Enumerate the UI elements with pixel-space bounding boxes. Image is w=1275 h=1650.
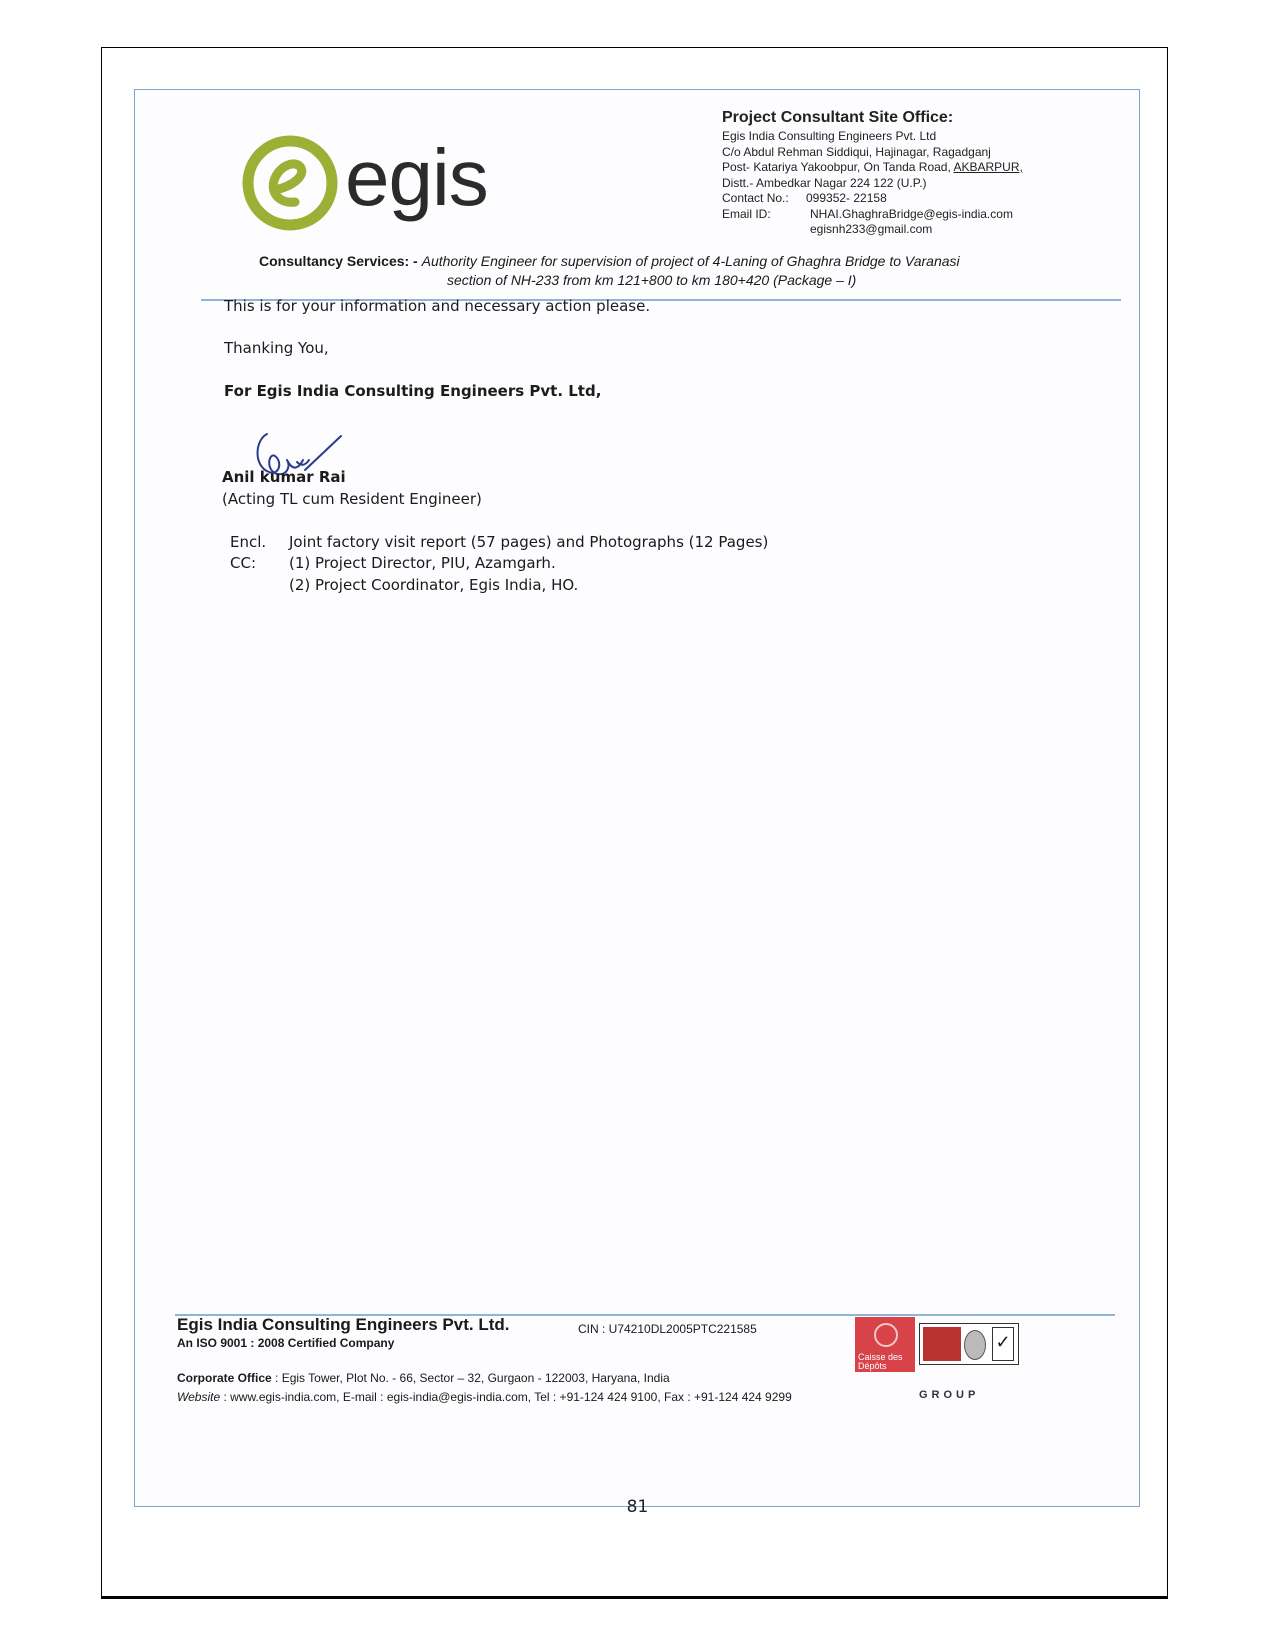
thanks-line: Thanking You,	[224, 339, 329, 357]
email-label: Email ID:	[722, 206, 771, 221]
cdc-logo-text: Caisse des Dépôts	[858, 1352, 903, 1371]
website-value: : www.egis-india.com, E-mail : egis-india@egis-india.com, Tel : +91-124 424 9100, Fax : +91-124 424 9299	[220, 1390, 792, 1404]
cert-red-block	[923, 1327, 961, 1361]
for-company-line: For Egis India Consulting Engineers Pvt. Ltd,	[224, 382, 602, 400]
address-line: Egis India Consulting Engineers Pvt. Ltd	[722, 129, 937, 143]
email-value-2: egisnh233@gmail.com	[810, 222, 933, 236]
corporate-value: : Egis Tower, Plot No. - 66, Sector – 32, Gurgaon - 122003, Haryana, India	[271, 1371, 670, 1385]
footer-iso: An ISO 9001 : 2008 Certified Company	[177, 1336, 395, 1350]
cc-item: (2) Project Coordinator, Egis India, HO.	[289, 576, 579, 594]
email-value-1: NHAI.GhaghraBridge@egis-india.com	[810, 206, 1013, 221]
footer-cin: CIN : U74210DL2005PTC221585	[578, 1322, 757, 1336]
corporate-label: Corporate Office	[177, 1371, 272, 1385]
cert-tick-icon: ✓	[992, 1327, 1014, 1361]
contact-label: Contact No.:	[722, 191, 789, 205]
consultancy-line-1	[259, 252, 960, 271]
signatory-title: (Acting TL cum Resident Engineer)	[222, 490, 482, 508]
post-line: Post- Katariya Yakoobpur, On Tanda Road, AKBARPUR,	[722, 160, 1023, 174]
logo-wordmark: egis	[345, 133, 488, 222]
email-row	[722, 207, 1122, 223]
cert-medal-icon	[964, 1330, 986, 1360]
scanned-letter	[134, 89, 1140, 1507]
signatory-name: Anil kumar Rai	[222, 468, 346, 486]
consultancy-label: Consultancy Services: -	[259, 253, 418, 269]
address-line: C/o Abdul Rehman Siddiqui, Hajinagar, Ragadganj	[722, 144, 991, 159]
cc-label: CC:	[230, 554, 257, 572]
email-row-2	[722, 222, 1122, 238]
footer-corporate-office	[177, 1371, 670, 1385]
egis-logo	[235, 128, 488, 238]
contact-row	[722, 191, 1122, 207]
group-wordmark: GROUP	[919, 1389, 980, 1401]
footer-company: Egis India Consulting Engineers Pvt. Ltd.	[177, 1315, 510, 1334]
egis-logo-mark	[235, 128, 345, 238]
consultancy-text-1: Authority Engineer for supervision of project of 4-Laning of Ghaghra Bridge to Varanasi	[421, 253, 960, 269]
encl-value: Joint factory visit report (57 pages) and Photographs (12 Pages)	[289, 533, 769, 551]
page-number: 81	[626, 1497, 649, 1517]
website-label: Website	[177, 1390, 221, 1404]
info-line: This is for your information and necessary action please.	[224, 297, 651, 315]
certification-logo	[919, 1323, 1019, 1365]
encl-label: Encl.	[230, 533, 267, 551]
site-office-title: Project Consultant Site Office:	[722, 109, 954, 126]
cdc-logo	[855, 1317, 915, 1372]
post-town: AKBARPUR,	[953, 160, 1023, 174]
footer-website	[177, 1390, 792, 1404]
cc-item: (1) Project Director, PIU, Azamgarh.	[289, 554, 556, 572]
consultancy-line-2: section of NH-233 from km 121+800 to km 180+420 (Package – I)	[447, 272, 857, 288]
contact-value: 099352- 22158	[806, 191, 887, 205]
district-line: Distt.- Ambedkar Nagar 224 122 (U.P.)	[722, 175, 927, 190]
site-office-block	[722, 108, 1122, 238]
cdc-emblem-icon	[874, 1323, 898, 1347]
